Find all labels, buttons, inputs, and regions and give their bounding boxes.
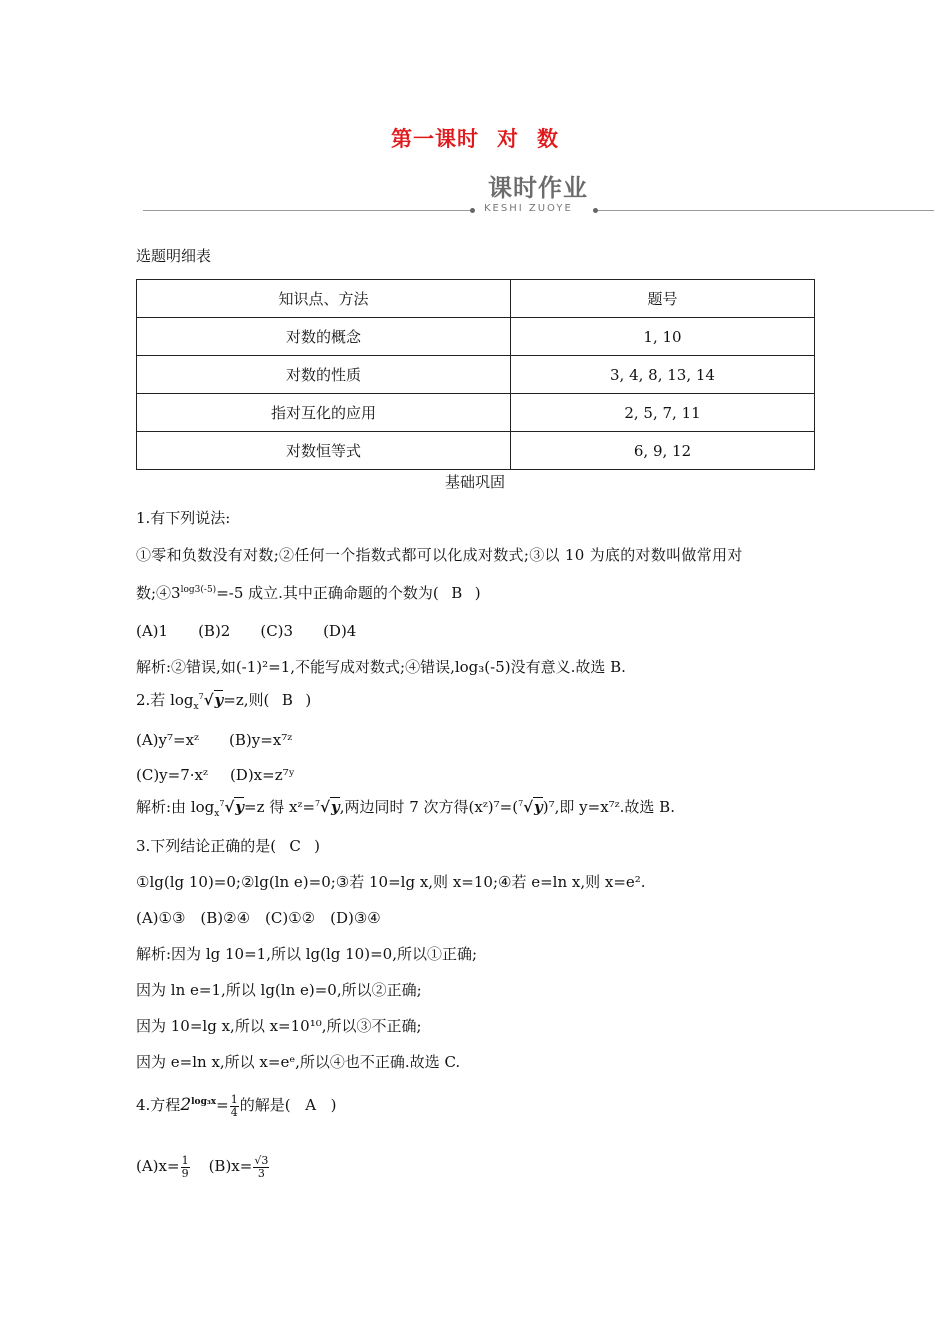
q4-options (136, 1153, 270, 1180)
q2-radical: $^7$√y (315, 798, 340, 816)
table-header-row (137, 280, 815, 318)
q2-option-c: (C)y=7·xᶻ (136, 766, 208, 784)
q3-analysis-3: 因为 10=lg x,所以 x=10¹⁰,所以③不正确; (136, 1017, 422, 1035)
banner-dot-right (593, 208, 598, 213)
q2-radicand: y (330, 798, 340, 816)
q2-radical: $^7$√y (518, 798, 543, 816)
q2-log-base: x (193, 702, 199, 712)
q2-radicand: y (214, 691, 224, 709)
q1-answer: B (451, 584, 463, 602)
q2-option-a: (A)y⁷=xᶻ (136, 731, 200, 749)
q2-text: =z,则( (223, 691, 270, 709)
q4-option-b-denominator: 3 (257, 1166, 265, 1180)
q4-stem (136, 1093, 336, 1119)
topic-table (136, 279, 815, 470)
q4-option-a-denominator: 9 (181, 1166, 189, 1180)
q3-paren: ) (314, 837, 321, 855)
title-word-1: 对 (497, 127, 519, 151)
q3-analysis-1: 解析:因为 lg 10=1,所以 lg(lg 10)=0,所以①正确; (136, 945, 478, 963)
q1-options: (A)1 (B)2 (C)3 (D)4 (136, 622, 357, 640)
table-header-cell: 题号 (511, 280, 815, 318)
q4-answer: A (305, 1096, 317, 1114)
q3-text: 3.下列结论正确的是( (136, 837, 277, 855)
table-cell: 3, 4, 8, 13, 14 (511, 356, 815, 394)
q1-text: 数;④3 (136, 584, 181, 602)
q2-analysis (136, 797, 675, 824)
q2-answer: B (281, 691, 293, 709)
table-cell: 2, 5, 7, 11 (511, 394, 815, 432)
table-row (137, 432, 815, 470)
table-cell: 对数的性质 (137, 356, 511, 394)
q2-analysis-text: =z 得 xᶻ= (244, 798, 316, 816)
section-heading: 基础巩固 (444, 473, 505, 491)
q1-text: =-5 成立.其中正确命题的个数为( (216, 584, 439, 602)
q3-answer: C (289, 837, 301, 855)
q4-option-a-numerator: 1 (181, 1153, 189, 1167)
banner-rule-left (143, 210, 473, 211)
q2-options-row1 (136, 730, 292, 750)
q4-denominator: 4 (230, 1105, 238, 1119)
q2-option-b: (B)y=x⁷ᶻ (229, 731, 293, 749)
table-cell: 对数恒等式 (137, 432, 511, 470)
q2-radical-index: 7 (198, 692, 204, 701)
q4-option-a: (A)x= (136, 1157, 180, 1175)
q3-line1: ①lg(lg 10)=0;②lg(ln e)=0;③若 10=lg x,则 x=10;④若 e=ln x,则 x=e². (136, 873, 646, 891)
q1-paren: ) (474, 584, 481, 602)
q4-equals: = (216, 1096, 229, 1114)
q2-analysis-text: )⁷,即 y=x⁷ᶻ.故选 B. (542, 798, 675, 816)
table-row (137, 318, 815, 356)
q2-text: 2.若 log (136, 691, 194, 709)
q2-radical-index: 7 (315, 799, 321, 808)
q4-base: 2 (180, 1095, 192, 1115)
table-header-cell: 知识点、方法 (137, 280, 511, 318)
banner-rule-right (598, 210, 934, 211)
q4-option-b-fraction (253, 1155, 269, 1180)
q4-option-a-fraction (181, 1155, 190, 1180)
title-word-2: 数 (537, 127, 559, 151)
q1-line1: ①零和负数没有对数;②任何一个指数式都可以化成对数式;③以 10 为底的对数叫做常用对 (136, 546, 743, 564)
q2-analysis-text: 解析:由 log (136, 798, 215, 816)
q2-log-base: x (214, 809, 220, 819)
q2-analysis-text: ,两边同时 7 次方得(xᶻ)⁷=( (339, 798, 519, 816)
q2-radicand: y (235, 798, 245, 816)
q3-analysis-2: 因为 ln e=1,所以 lg(ln e)=0,所以②正确; (136, 981, 422, 999)
q2-radical: $^7$√y (198, 691, 224, 709)
q4-option-b-numerator: √3 (254, 1153, 269, 1167)
q4-fraction (230, 1094, 239, 1119)
table-row (137, 394, 815, 432)
title-lesson: 第一课时 (391, 127, 479, 151)
banner-subtitle: KESHI ZUOYE (478, 203, 579, 214)
q2-radical-index: 7 (219, 799, 225, 808)
q4-option-b: (B)x= (208, 1157, 253, 1175)
q1-stem: 1.有下列说法: (136, 509, 231, 527)
table-cell: 1, 10 (511, 318, 815, 356)
q3-analysis-4: 因为 e=ln x,所以 x=eᵉ,所以④也不正确.故选 C. (136, 1053, 461, 1071)
q4-numerator: 1 (230, 1092, 238, 1106)
q1-analysis: 解析:②错误,如(-1)²=1,不能写成对数式;④错误,log₃(-5)没有意义.故选 B. (136, 658, 626, 676)
homework-banner: 课时作业 (488, 174, 588, 202)
q1-line2 (136, 583, 481, 603)
table-cell: 指对互化的应用 (137, 394, 511, 432)
q4-paren: ) (330, 1096, 337, 1114)
table-cell: 对数的概念 (137, 318, 511, 356)
q4-text: 的解是( (239, 1096, 291, 1114)
table-row (137, 356, 815, 394)
q2-radical-index: 7 (518, 799, 524, 808)
q4-exponent: log₃x (191, 1097, 217, 1107)
q2-radical: $^7$√y (219, 798, 245, 816)
q4-text: 4.方程 (136, 1096, 181, 1114)
table-cell: 6, 9, 12 (511, 432, 815, 470)
q2-option-d: (D)x=z⁷ʸ (229, 766, 295, 784)
page-title (0, 123, 950, 153)
q2-paren: ) (305, 691, 312, 709)
q2-options-row2 (136, 765, 295, 785)
q2-radicand: y (534, 798, 543, 816)
table-caption: 选题明细表 (136, 247, 212, 265)
banner-dot-left (470, 208, 475, 213)
q1-exponent: log3(-5) (180, 585, 217, 595)
q3-stem (136, 836, 320, 856)
q2-stem (136, 690, 311, 717)
q3-options: (A)①③ (B)②④ (C)①② (D)③④ (136, 909, 381, 927)
